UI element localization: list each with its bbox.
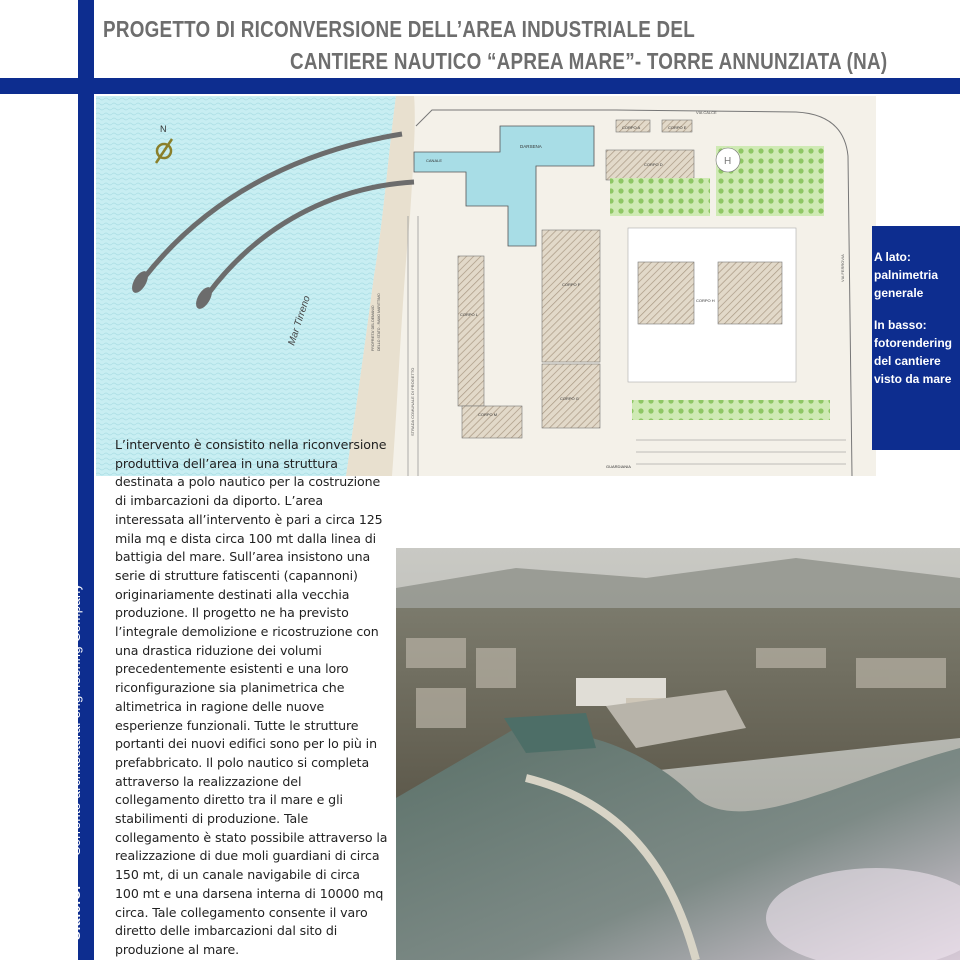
green-parking-strip (632, 400, 830, 420)
label-proprieta: PROPRIETA' DEL DEMANIO (371, 305, 375, 351)
company-abbreviation: S.a.e.C. (68, 885, 83, 940)
building-corpo-f (542, 230, 600, 362)
caption-line-1: A lato: (874, 250, 911, 264)
label-corpo-f: CORPO F (562, 282, 581, 287)
description-line: 100 mt e una darsena interna di 10000 mq (115, 885, 384, 901)
description-line: portanti dei nuovi edifici sono per lo più in (115, 736, 377, 752)
description-line: produttiva dell’area in una struttura (115, 455, 338, 471)
description-line: interessata all’intervento è pari a circa 125 (115, 511, 383, 527)
description-line: L’intervento è consistito nella riconversione (115, 437, 387, 452)
label-corpo-m: CORPO M (478, 412, 498, 417)
description-line: mila mq e dista circa 100 mt dalla linea di (115, 530, 377, 546)
darsena-basin (414, 126, 594, 246)
description-line: battigia del mare. Sull’area insistono una (115, 549, 371, 565)
label-proprieta-2: DELLO STATO - RAMO MARITTIMO (377, 293, 381, 351)
helipad-label: H (724, 156, 732, 167)
sea-label: Mar Tirreno (286, 294, 313, 347)
label-canale: CANALE (426, 158, 443, 163)
building-corpo-l (458, 256, 484, 406)
description-line: serie di strutture fatiscenti (capannoni) (115, 567, 358, 583)
description-line: diretto delle imbarcazioni dal sito di (115, 923, 338, 939)
label-corpo-l: CORPO L (460, 312, 479, 317)
description-line: di imbarcazioni da diporto. L’area (115, 493, 324, 509)
description-line: riconfigurazione sia planimetrica che (115, 680, 345, 696)
description-line: prefabbricato. Il polo nautico si completa (115, 754, 370, 770)
label-corpo-h: CORPO H (696, 298, 715, 303)
caption-line-2: palnimetria (874, 268, 939, 282)
description-line: destinata a polo nautico per la costruzione (115, 474, 381, 490)
label-via-calce: VIA CALCE (696, 110, 717, 115)
caption-line-3: generale (874, 286, 924, 300)
caption-line-5: fotorendering (874, 336, 952, 350)
site-plan (96, 96, 876, 476)
label-corpo-g: CORPO G (560, 396, 579, 401)
description-line: collegamento diretto tra il mare e gli (115, 792, 343, 808)
north-label: N (160, 124, 167, 134)
description-line: precedentemente esistenti e una loro (115, 661, 349, 677)
description-line: altimetrica in ragione delle nuove (115, 698, 325, 714)
page-title-line-1: PROGETTO DI RICONVERSIONE DELL’AREA INDUSTRIALE DEL (103, 16, 696, 42)
label-corpo-a: CORPO A (622, 125, 641, 130)
horizontal-blue-bar (0, 78, 960, 94)
building-corpo-m (462, 406, 522, 438)
description-line: circa. Tale collegamento consente il varo (115, 904, 368, 920)
caption-line-7: visto da mare (874, 372, 952, 386)
description-line: stabilimenti di produzione. Tale (115, 811, 309, 827)
green-area-north (610, 178, 710, 216)
company-sidebar (68, 584, 83, 940)
label-strada: STRADA COMUNALE DI PROGETTO (410, 367, 415, 436)
building-corpo-h (718, 262, 782, 324)
company-name: Sorrento architectural engineering Company (68, 583, 83, 856)
label-corpo-e: CORPO E (668, 125, 687, 130)
description-line: produzione al mare. (115, 941, 240, 957)
label-via-ferrovia: VIA FERROVIA (840, 254, 845, 282)
caption-box (872, 226, 960, 450)
description-line: collegamento è stato possibile attraverso la (115, 829, 388, 845)
description-line: realizzazione di due moli guardiani di circa (115, 848, 380, 864)
caption-line-4: In basso: (874, 318, 927, 332)
aerial-photo (396, 548, 960, 960)
caption-line-6: del cantiere (874, 354, 941, 368)
label-guardiania: GUARDIANIA (606, 464, 631, 469)
description-line: 150 mt, di un canale navigabile di circa (115, 867, 360, 883)
site-plan-drawing (96, 96, 876, 476)
page-title-line-2: CANTIERE NAUTICO “APREA MARE”- TORRE ANNUNZIATA (NA) (290, 48, 888, 74)
label-darsena: DARSENA (520, 144, 542, 149)
description-line: attraverso la realizzazione del (115, 773, 302, 789)
description-line: esperienze funzionali. Tutte le strutture (115, 717, 359, 733)
description-line: una drastica riduzione dei volumi (115, 642, 322, 658)
description-line: produzione. Il progetto ne ha previsto (115, 605, 349, 621)
label-corpo-d: CORPO D (644, 162, 663, 167)
description-line: l’integrale demolizione e ricostruzione con (115, 624, 379, 640)
description-line: originariamente destinati alla vecchia (115, 586, 350, 602)
description-text (115, 436, 389, 960)
